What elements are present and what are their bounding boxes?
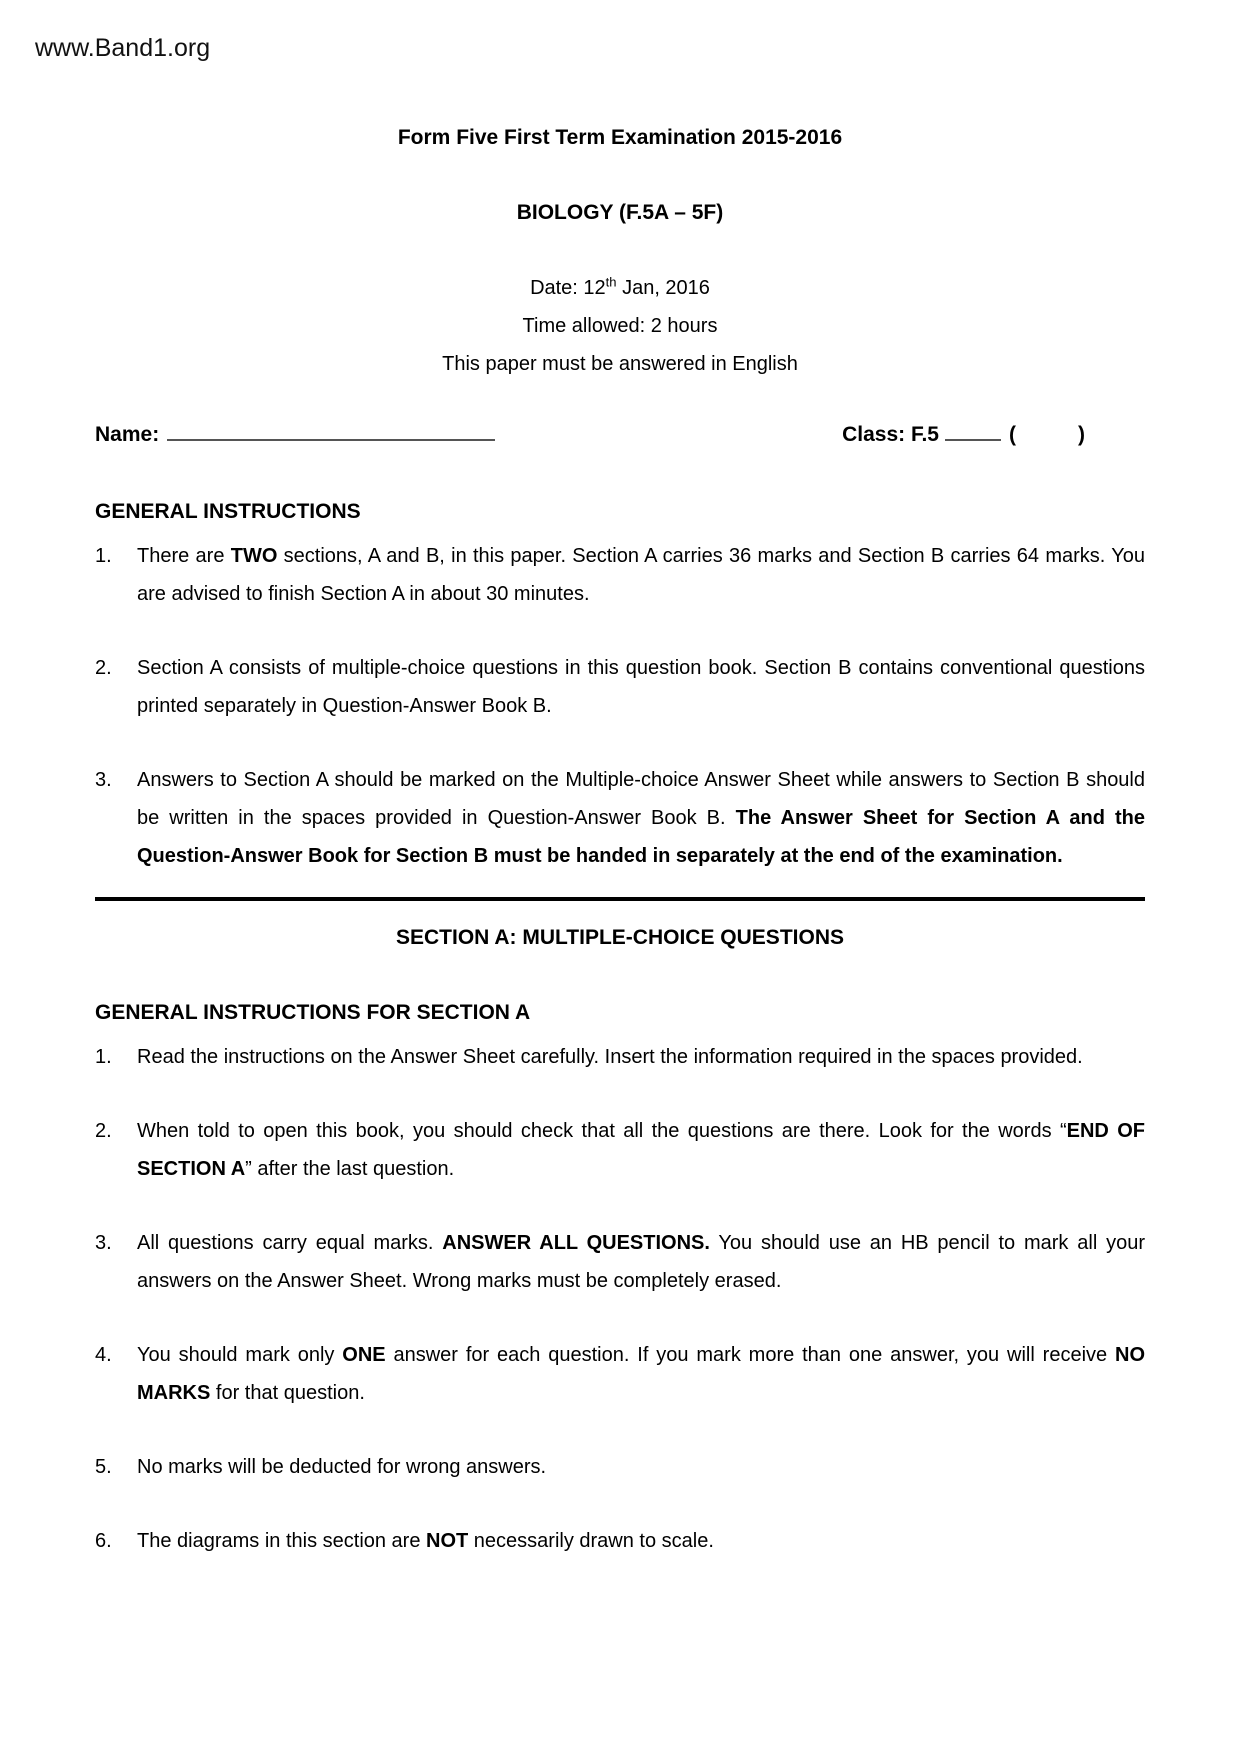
text-segment: When told to open this book, you should check that all the questions are there. Look for the words “	[137, 1120, 1067, 1142]
time-allowed-line: Time allowed: 2 hours	[522, 315, 718, 337]
text-segment: END OF SECTION A	[137, 1120, 1145, 1180]
date-ordinal-suffix: th	[605, 274, 617, 290]
name-field	[95, 423, 495, 447]
text-segment: You should use an HB pencil to mark all your answers on the Answer Sheet. Wrong marks must be completely erased.	[137, 1232, 1145, 1292]
section-divider-rule	[95, 897, 1145, 901]
item-number: 1.	[95, 1046, 112, 1068]
text-segment: sections, A and B, in this paper. Section A carries 36 marks and Section B carries 64 marks. You are advised to finish Section A in about 30 minutes.	[137, 545, 1146, 605]
text-segment: TWO	[230, 545, 278, 567]
list-item	[95, 1448, 1145, 1486]
text-segment: NOT	[426, 1530, 469, 1552]
item-text	[137, 1112, 1145, 1188]
date-suffix: Jan, 2016	[616, 277, 710, 299]
name-label: Name:	[95, 423, 160, 446]
text-segment: necessarily drawn to scale.	[468, 1530, 714, 1552]
text-segment: All questions carry equal marks.	[137, 1232, 443, 1254]
item-number: 6.	[95, 1530, 112, 1552]
text-segment: The diagrams in this section are	[137, 1530, 427, 1552]
list-item	[95, 1522, 1145, 1560]
item-text	[137, 1522, 1145, 1560]
name-blank-line	[167, 437, 495, 441]
text-segment: for that question.	[210, 1382, 365, 1404]
text-segment: NO MARKS	[137, 1344, 1145, 1404]
language-note-line: This paper must be answered in English	[442, 353, 798, 375]
item-text	[137, 649, 1145, 725]
exam-subject: BIOLOGY (F.5A – 5F)	[516, 201, 724, 224]
item-number: 3.	[95, 1232, 112, 1254]
class-field	[842, 423, 1085, 447]
text-segment: Section A consists of multiple-choice questions in this question book. Section B contains conventional questions printed separately in Question-Answer Book B.	[137, 657, 1145, 717]
text-segment: ” after the last question.	[245, 1158, 455, 1180]
list-item	[95, 1336, 1145, 1412]
item-text	[137, 537, 1145, 613]
item-text	[137, 1224, 1145, 1300]
item-number: 3.	[95, 769, 112, 791]
text-segment: You should mark only	[137, 1344, 343, 1366]
item-text	[137, 1336, 1145, 1412]
item-number: 4.	[95, 1344, 112, 1366]
list-item	[95, 1038, 1145, 1076]
item-number: 5.	[95, 1456, 112, 1478]
date-prefix: Date: 12	[530, 277, 606, 299]
text-segment: The Answer Sheet for Section A and the Question-Answer Book for Section B must be handed in separately at the end of the examination.	[137, 807, 1146, 867]
text-segment: There are	[137, 545, 231, 567]
list-item	[95, 1112, 1145, 1188]
text-segment: ANSWER ALL QUESTIONS.	[442, 1232, 710, 1254]
list-item	[95, 1224, 1145, 1300]
text-segment: Answers to Section A should be marked on the Multiple-choice Answer Sheet while answers to Section B should be written in the spaces provided in Question-Answer Book B.	[137, 769, 1145, 829]
exam-header	[95, 125, 1145, 383]
list-item	[95, 649, 1145, 725]
text-segment: No marks will be deducted for wrong answers.	[137, 1456, 547, 1478]
class-paren-close: )	[1078, 423, 1085, 446]
class-label: Class: F.5	[842, 423, 939, 446]
item-text	[137, 1448, 1145, 1486]
text-segment: ONE	[342, 1344, 386, 1366]
exam-date-line	[95, 269, 1145, 307]
site-url: www.Band1.org	[35, 34, 211, 62]
item-number: 1.	[95, 545, 112, 567]
class-paren-open: (	[1009, 423, 1016, 446]
section-a-instructions-heading: GENERAL INSTRUCTIONS FOR SECTION A	[95, 1001, 531, 1024]
item-text	[137, 761, 1145, 875]
name-class-row	[95, 423, 1145, 447]
item-text	[137, 1038, 1145, 1076]
section-a-instructions-list	[95, 1038, 1145, 1560]
item-number: 2.	[95, 1120, 112, 1142]
item-number: 2.	[95, 657, 112, 679]
exam-title: Form Five First Term Examination 2015-2016	[397, 126, 843, 149]
general-instructions-heading: GENERAL INSTRUCTIONS	[95, 500, 361, 523]
general-instructions-list	[95, 537, 1145, 875]
text-segment: Read the instructions on the Answer Sheet carefully. Insert the information required in the spaces provided.	[137, 1046, 1083, 1068]
section-a-heading: SECTION A: MULTIPLE-CHOICE QUESTIONS	[395, 926, 844, 949]
exam-meta	[95, 269, 1145, 383]
list-item	[95, 761, 1145, 875]
list-item	[95, 537, 1145, 613]
text-segment: answer for each question. If you mark more than one answer, you will receive	[385, 1344, 1115, 1366]
class-blank-line	[945, 437, 1001, 441]
